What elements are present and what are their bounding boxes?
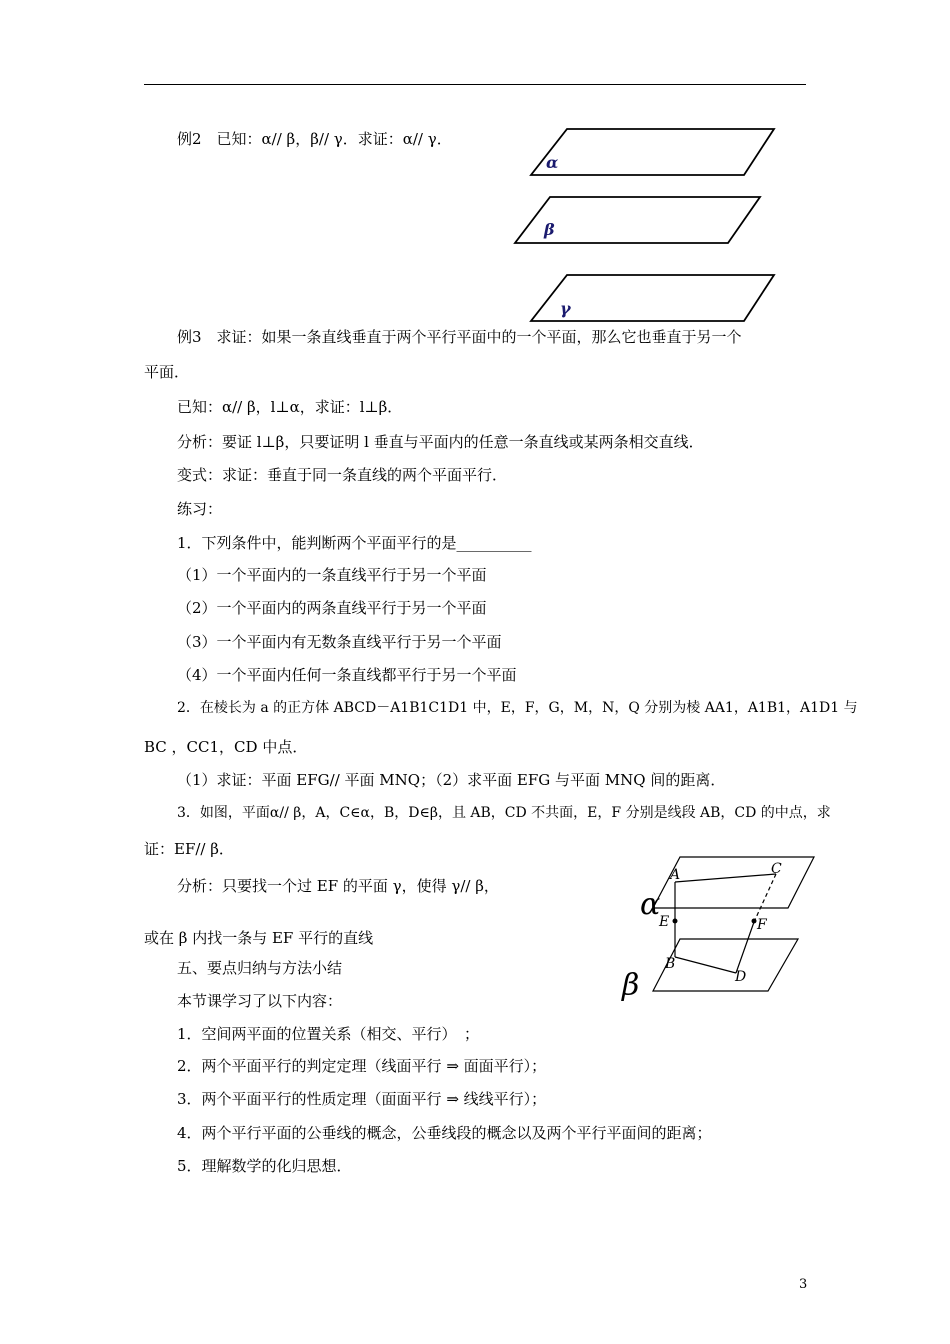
point-e [673, 919, 678, 924]
label-b: B [665, 956, 676, 972]
figure-three-planes [510, 126, 770, 326]
label-plane-alpha: α [640, 887, 661, 922]
exercise-heading: 练习： [177, 500, 223, 518]
exercise-2-line2: BC ，CC1，CD 中点． [144, 738, 308, 756]
option-4: （4）一个平面内任何一条直线都平行于另一个平面 [177, 666, 517, 684]
exercise-2-line1: 2．在棱长为 a 的正方体 ABCD－A1B1C1D1 中，E，F，G，M，N，Q 分别为棱 AA1，A1B1，A1D1 与 [177, 700, 858, 716]
summary-1: 1．空间两平面的位置关系（相交、平行） ； [177, 1025, 480, 1043]
variant-line: 变式：求证：垂直于同一条直线的两个平面平行． [177, 466, 508, 484]
plane-alpha [531, 129, 774, 175]
label-alpha: α [546, 153, 559, 172]
figure-parallel-planes [618, 852, 818, 1012]
segment-cd-hidden [754, 874, 776, 922]
exercise-2-question: （1）求证：平面 EFG// 平面 MNQ；（2）求平面 EFG 与平面 MNQ 间的距离． [177, 771, 726, 789]
label-e: E [659, 914, 670, 930]
point-f [752, 919, 757, 924]
header-rule [144, 84, 806, 85]
example-2: 例2 已知：α// β，β// γ．求证：α// γ． [177, 130, 452, 148]
label-a: A [670, 867, 681, 883]
option-3: （3）一个平面内有无数条直线平行于另一个平面 [177, 633, 502, 651]
page-number: 3 [799, 1277, 808, 1292]
summary-5: 5．理解数学的化归思想． [177, 1157, 352, 1175]
exercise-3-line2: 证：EF// β． [144, 840, 234, 858]
exercise-1: 1．下列条件中，能判断两个平面平行的是__________ [177, 534, 532, 552]
segment-cd-visible [736, 922, 754, 973]
label-f: F [757, 917, 767, 933]
segment-ac [675, 874, 776, 882]
option-1: （1）一个平面内的一条直线平行于另一个平面 [177, 566, 487, 584]
exercise-3-analysis: 分析：只要找一个过 EF 的平面 γ，使得 γ// β， [177, 877, 499, 895]
label-d: D [735, 969, 747, 985]
label-gamma: γ [560, 299, 571, 318]
example-3-line2: 平面． [144, 363, 190, 381]
section-summary-heading: 五、要点归纳与方法小结 [177, 959, 343, 977]
given-line: 已知：α// β，l⊥α，求证：l⊥β． [177, 398, 403, 416]
exercise-3-line1: 3．如图，平面α// β，A，C∈α，B，D∈β，且 AB，CD 不共面，E，F 分别是线段 AB，CD 的中点，求 [177, 805, 831, 821]
label-c: C [771, 861, 782, 877]
exercise-3-alternative: 或在 β 内找一条与 EF 平行的直线 [144, 929, 374, 947]
summary-intro: 本节课学习了以下内容： [177, 992, 343, 1010]
option-2: （2）一个平面内的两条直线平行于另一个平面 [177, 599, 487, 617]
summary-2: 2．两个平面平行的判定定理（线面平行 ⇒ 面面平行）； [177, 1057, 547, 1075]
segment-bd [675, 957, 736, 973]
summary-4: 4．两个平行平面的公垂线的概念，公垂线段的概念以及两个平行平面间的距离； [177, 1124, 712, 1142]
analysis-line: 分析：要证 l⊥β，只要证明 l 垂直与平面内的任意一条直线或某两条相交直线． [177, 433, 704, 451]
label-beta: β [544, 220, 555, 239]
label-plane-beta: β [622, 968, 640, 1003]
example-3-line1: 例3 求证：如果一条直线垂直于两个平行平面中的一个平面，那么它也垂直于另一个 [177, 328, 742, 346]
summary-3: 3．两个平面平行的性质定理（面面平行 ⇒ 线线平行）； [177, 1090, 547, 1108]
